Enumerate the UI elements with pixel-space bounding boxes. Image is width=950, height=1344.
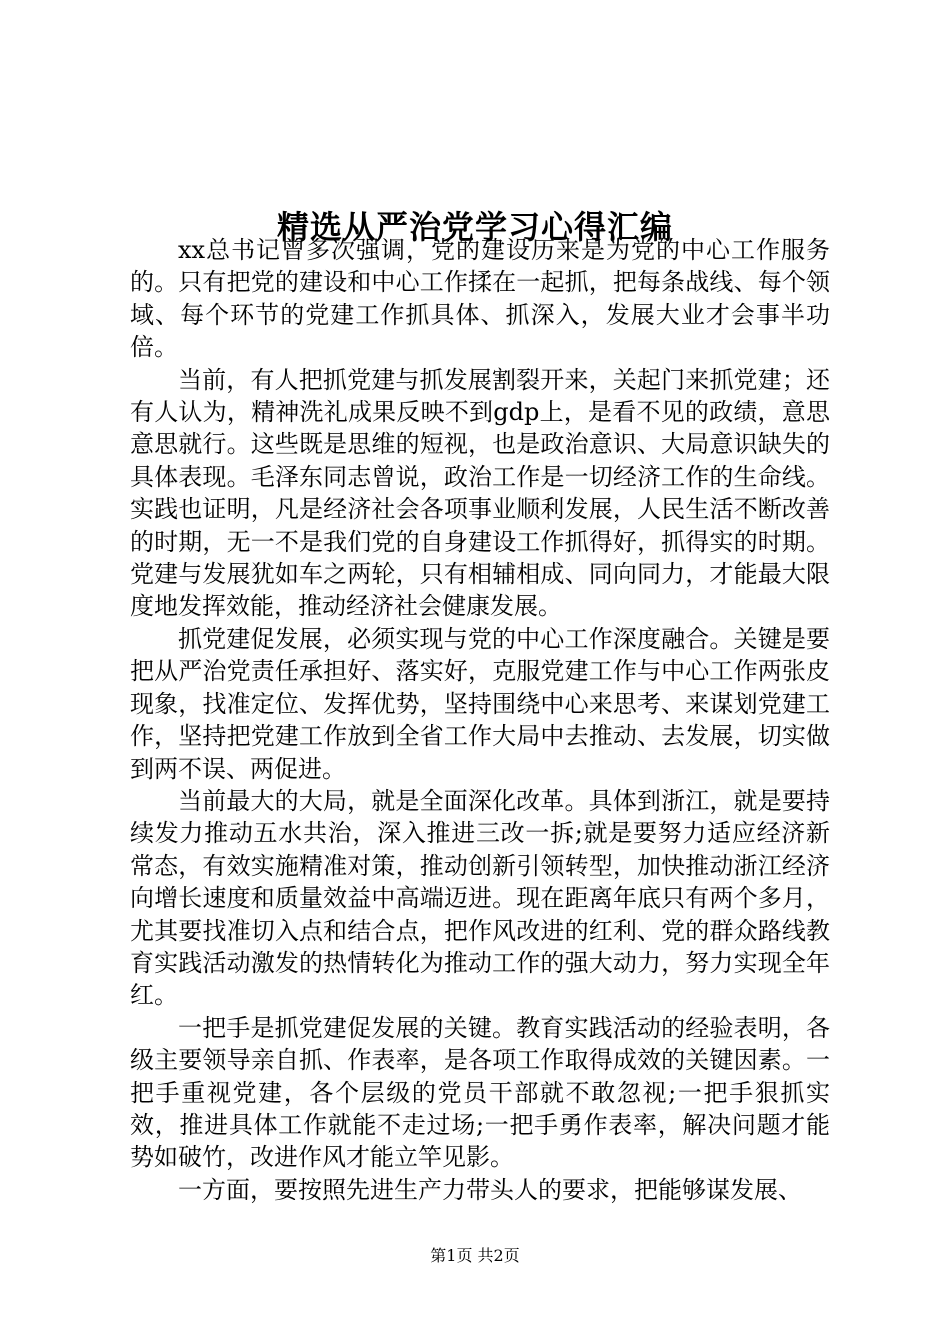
paragraph: 当前，有人把抓党建与抓发展割裂开来，关起门来抓党建；还有人认为，精神洗礼成果反映不到gdp上，是看不见的政绩，意思意思就行。这些既是思维的短视，也是政治意识、大局意识缺失的具体表现。毛泽东同志曾说，政治工作是一切经济工作的生命线。实践也证明，凡是经济社会各项事业顺利发展，人民生活不断改善的时期，无一不是我们党的自身建设工作抓得好，抓得实的时期。党建与发展犹如车之两轮，只有相辅相成、同向同力，才能最大限度地发挥效能，推动经济社会健康发展。 (130, 365, 830, 621)
paragraph: 一把手是抓党建促发展的关键。教育实践活动的经验表明，各级主要领导亲自抓、作表率，是各项工作取得成效的关键因素。一把手重视党建，各个层级的党员干部就不敢忽视;一把手狠抓实效，推进具体工作就能不走过场;一把手勇作表率，解决问题才能势如破竹，改进作风才能立竿见影。 (130, 1013, 830, 1172)
paragraph: 一方面，要按照先进生产力带头人的要求，把能够谋发展、 (178, 1175, 802, 1204)
paragraph: 当前最大的大局，就是全面深化改革。具体到浙江，就是要持续发力推动五水共治，深入推进三改一拆;就是要努力适应经济新常态，有效实施精准对策，推动创新引领转型，加快推动浙江经济向增长速度和质量效益中高端迈进。现在距离年底只有两个多月，尤其要找准切入点和结合点，把作风改进的红利、党的群众路线教育实践活动激发的热情转化为推动工作的强大动力，努力实现全年红。 (130, 786, 830, 1010)
document-body (130, 234, 830, 1206)
page-number-footer: 第1页 共2页 (430, 1246, 520, 1265)
paragraph: 抓党建促发展，必须实现与党的中心工作深度融合。关键是要把从严治党责任承担好、落实好，克服党建工作与中心工作两张皮现象，找准定位、发挥优势，坚持围绕中心来思考、来谋划党建工作，坚持把党建工作放到全省工作大局中去推动、去发展，切实做到两不误、两促进。 (130, 624, 830, 783)
document-title: 精选从严治党学习心得汇编 (276, 208, 673, 247)
paragraph: xx总书记曾多次强调，党的建设历来是为党的中心工作服务的。只有把党的建设和中心工作揉在一起抓，把每条战线、每个领域、每个环节的党建工作抓具体、抓深入，发展大业才会事半功倍。 (130, 236, 830, 362)
